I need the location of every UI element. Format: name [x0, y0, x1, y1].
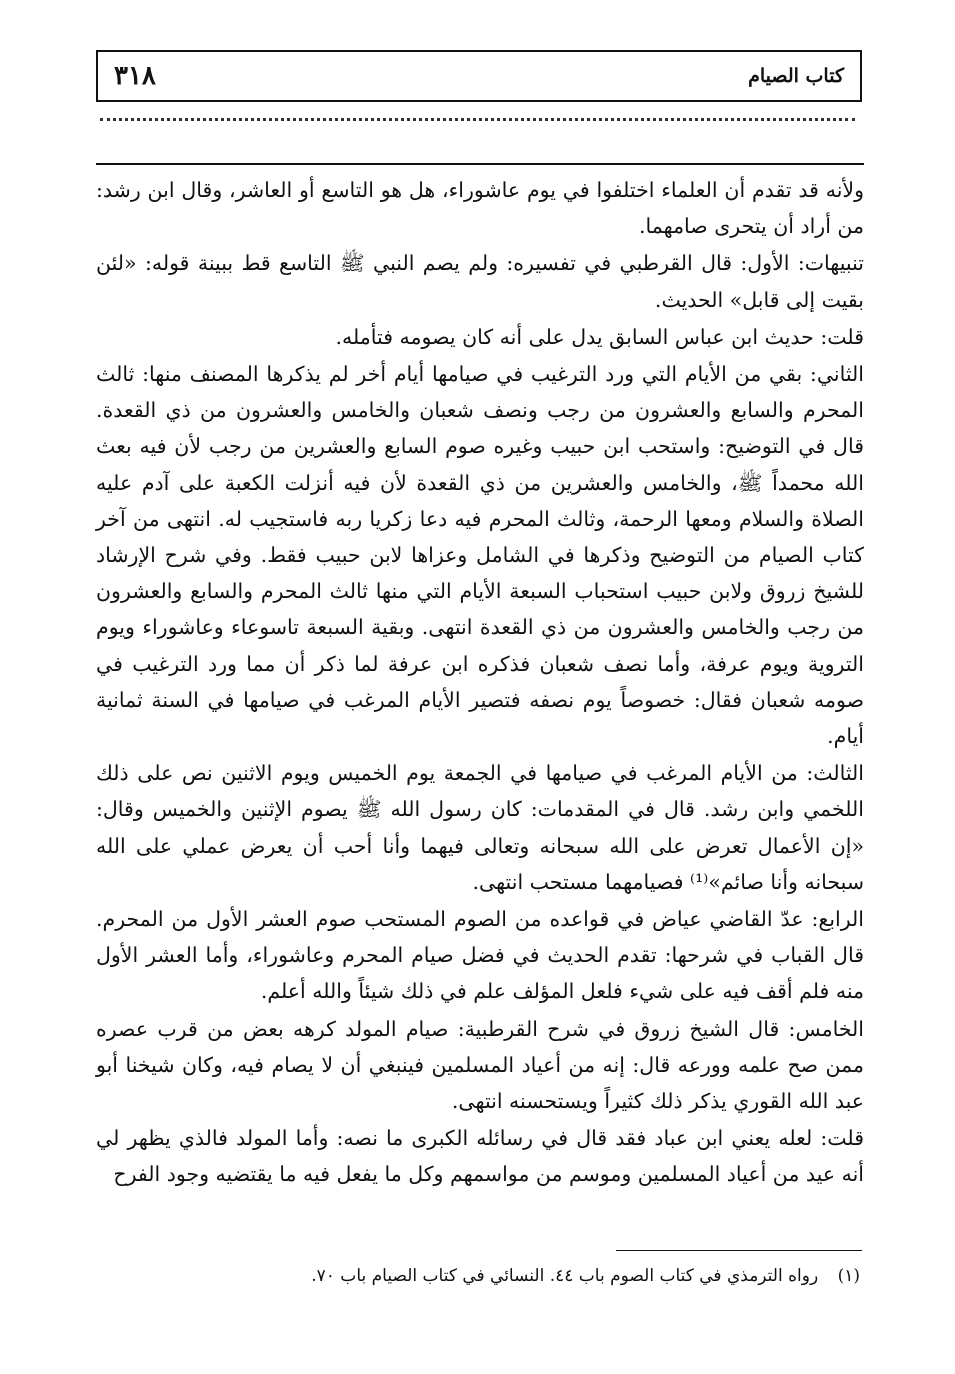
footnote-rule — [616, 1250, 862, 1251]
paragraph-remark: قلت: حديث ابن عباس السابق يدل على أنه كان يصومه فتأمله. — [335, 324, 864, 349]
footnote — [260, 1262, 860, 1290]
footnote-marker: (١) — [837, 1266, 860, 1286]
paragraph-fifth: الخامس: قال الشيخ زروق في شرح القرطبية: صيام المولد كرهه بعض من قرب عصره ممن صح علمه وورعه قال: إنه من أعياد المسلمين فينبغي أن لا يصام فيه، وكان شيخنا أبو عبد الله القوري يذكر ذلك كثيراً ويستحسنه انتهى. — [96, 1016, 864, 1114]
paragraph-third: الثالث: من الأيام المرغب في صيامها في الجمعة يوم الخميس ويوم الاثنين نص على ذلك اللخمي وابن رشد. قال في المقدمات: كان رسول الله ﷺ يصوم الإثنين والخميس وقال: «إن الأعمال تعرض على الله سبحانه وتعالى فيهما وأنا أحب أن يعرض عملي على الله سبحانه وأنا صائم»⁽¹⁾ فصيامهما مستحب انتهى. — [96, 761, 864, 894]
paragraph-notes-first: تنبيهات: الأول: قال القرطبي في تفسيره: ولم يصم النبي ﷺ التاسع قط ببينة قوله: «لئن بقيت إلى قابل» الحديث. — [96, 251, 864, 312]
paragraph-fourth: الرابع: عدّ القاضي عياض في قواعده من الصوم المستحب صوم العشر الأول من المحرم. قال القباب في شرحها: تقدم الحديث في فضل صيام المحرم وعاشوراء، وأما العشر الأول منه فلم أقف فيه على شيء فلعل المؤلف علم في ذلك شيئاً والله أعلم. — [96, 907, 864, 1004]
paragraph-second: الثاني: بقي من الأيام التي ورد الترغيب في صيامها أيام أخر لم يذكرها المصنف منها: ثالث المحرم والسابع والعشرون من رجب ونصف شعبان والخامس والعشرون من ذي القعدة. قال في التوضيح: واستحب ابن حبيب وغيره صوم السابع والعشرين من رجب لأن فيه بعث الله محمداً ﷺ، والخامس والعشرين من ذي القعدة لأن فيه أنزلت الكعبة على آدم عليه الصلاة والسلام ومعها الرحمة، وثالث المحرم فيه دعا زكريا ربه فاستجيب له. انتهى من آخر كتاب الصيام من التوضيح وذكرها في الشامل وعزاها لابن حبيب فقط. وفي شرح الإرشاد للشيخ زروق ولابن حبيب استحباب السبعة الأيام التي منها ثالث المحرم والسابع والعشرون من رجب والخامس والعشرون من ذي القعدة انتهى. وبقية السبعة تاسوعاء وعاشوراء ويوم التروية ويوم عرفة، وأما نصف شعبان فذكره ابن عرفة لما ذكر أن مما ورد الترغيب في صومه شعبان فقال: خصوصاً يوم نصفه فتصير الأيام المرغب في صيامها في السنة ثمانية أيام. — [96, 362, 864, 749]
page-number: ٣١٨ — [114, 61, 156, 91]
body-text — [96, 172, 864, 1194]
paragraph-intro: ولأنه قد تقدم أن العلماء اختلفوا في يوم عاشوراء، هل هو التاسع أو العاشر، وقال ابن رشد: من أراد أن يتحرى صامهما. — [96, 178, 864, 239]
paragraph-closing: قلت: لعله يعني ابن عباد فقد قال في رسائله الكبرى ما نصه: وأما المولد فالذي يظهر لي أنه عيد من أعياد المسلمين وموسم من مواسمهم وكل ما يفعل فيه ما يقتضيه وجود الفرح — [96, 1126, 864, 1187]
running-title: كتاب الصيام — [748, 65, 844, 87]
footnote-text: رواه الترمذي في كتاب الصوم باب ٤٤. النسائي في كتاب الصيام باب ٧٠. — [311, 1266, 819, 1286]
dotted-divider — [100, 118, 855, 121]
page-header — [96, 50, 862, 102]
header-rule — [96, 163, 864, 165]
